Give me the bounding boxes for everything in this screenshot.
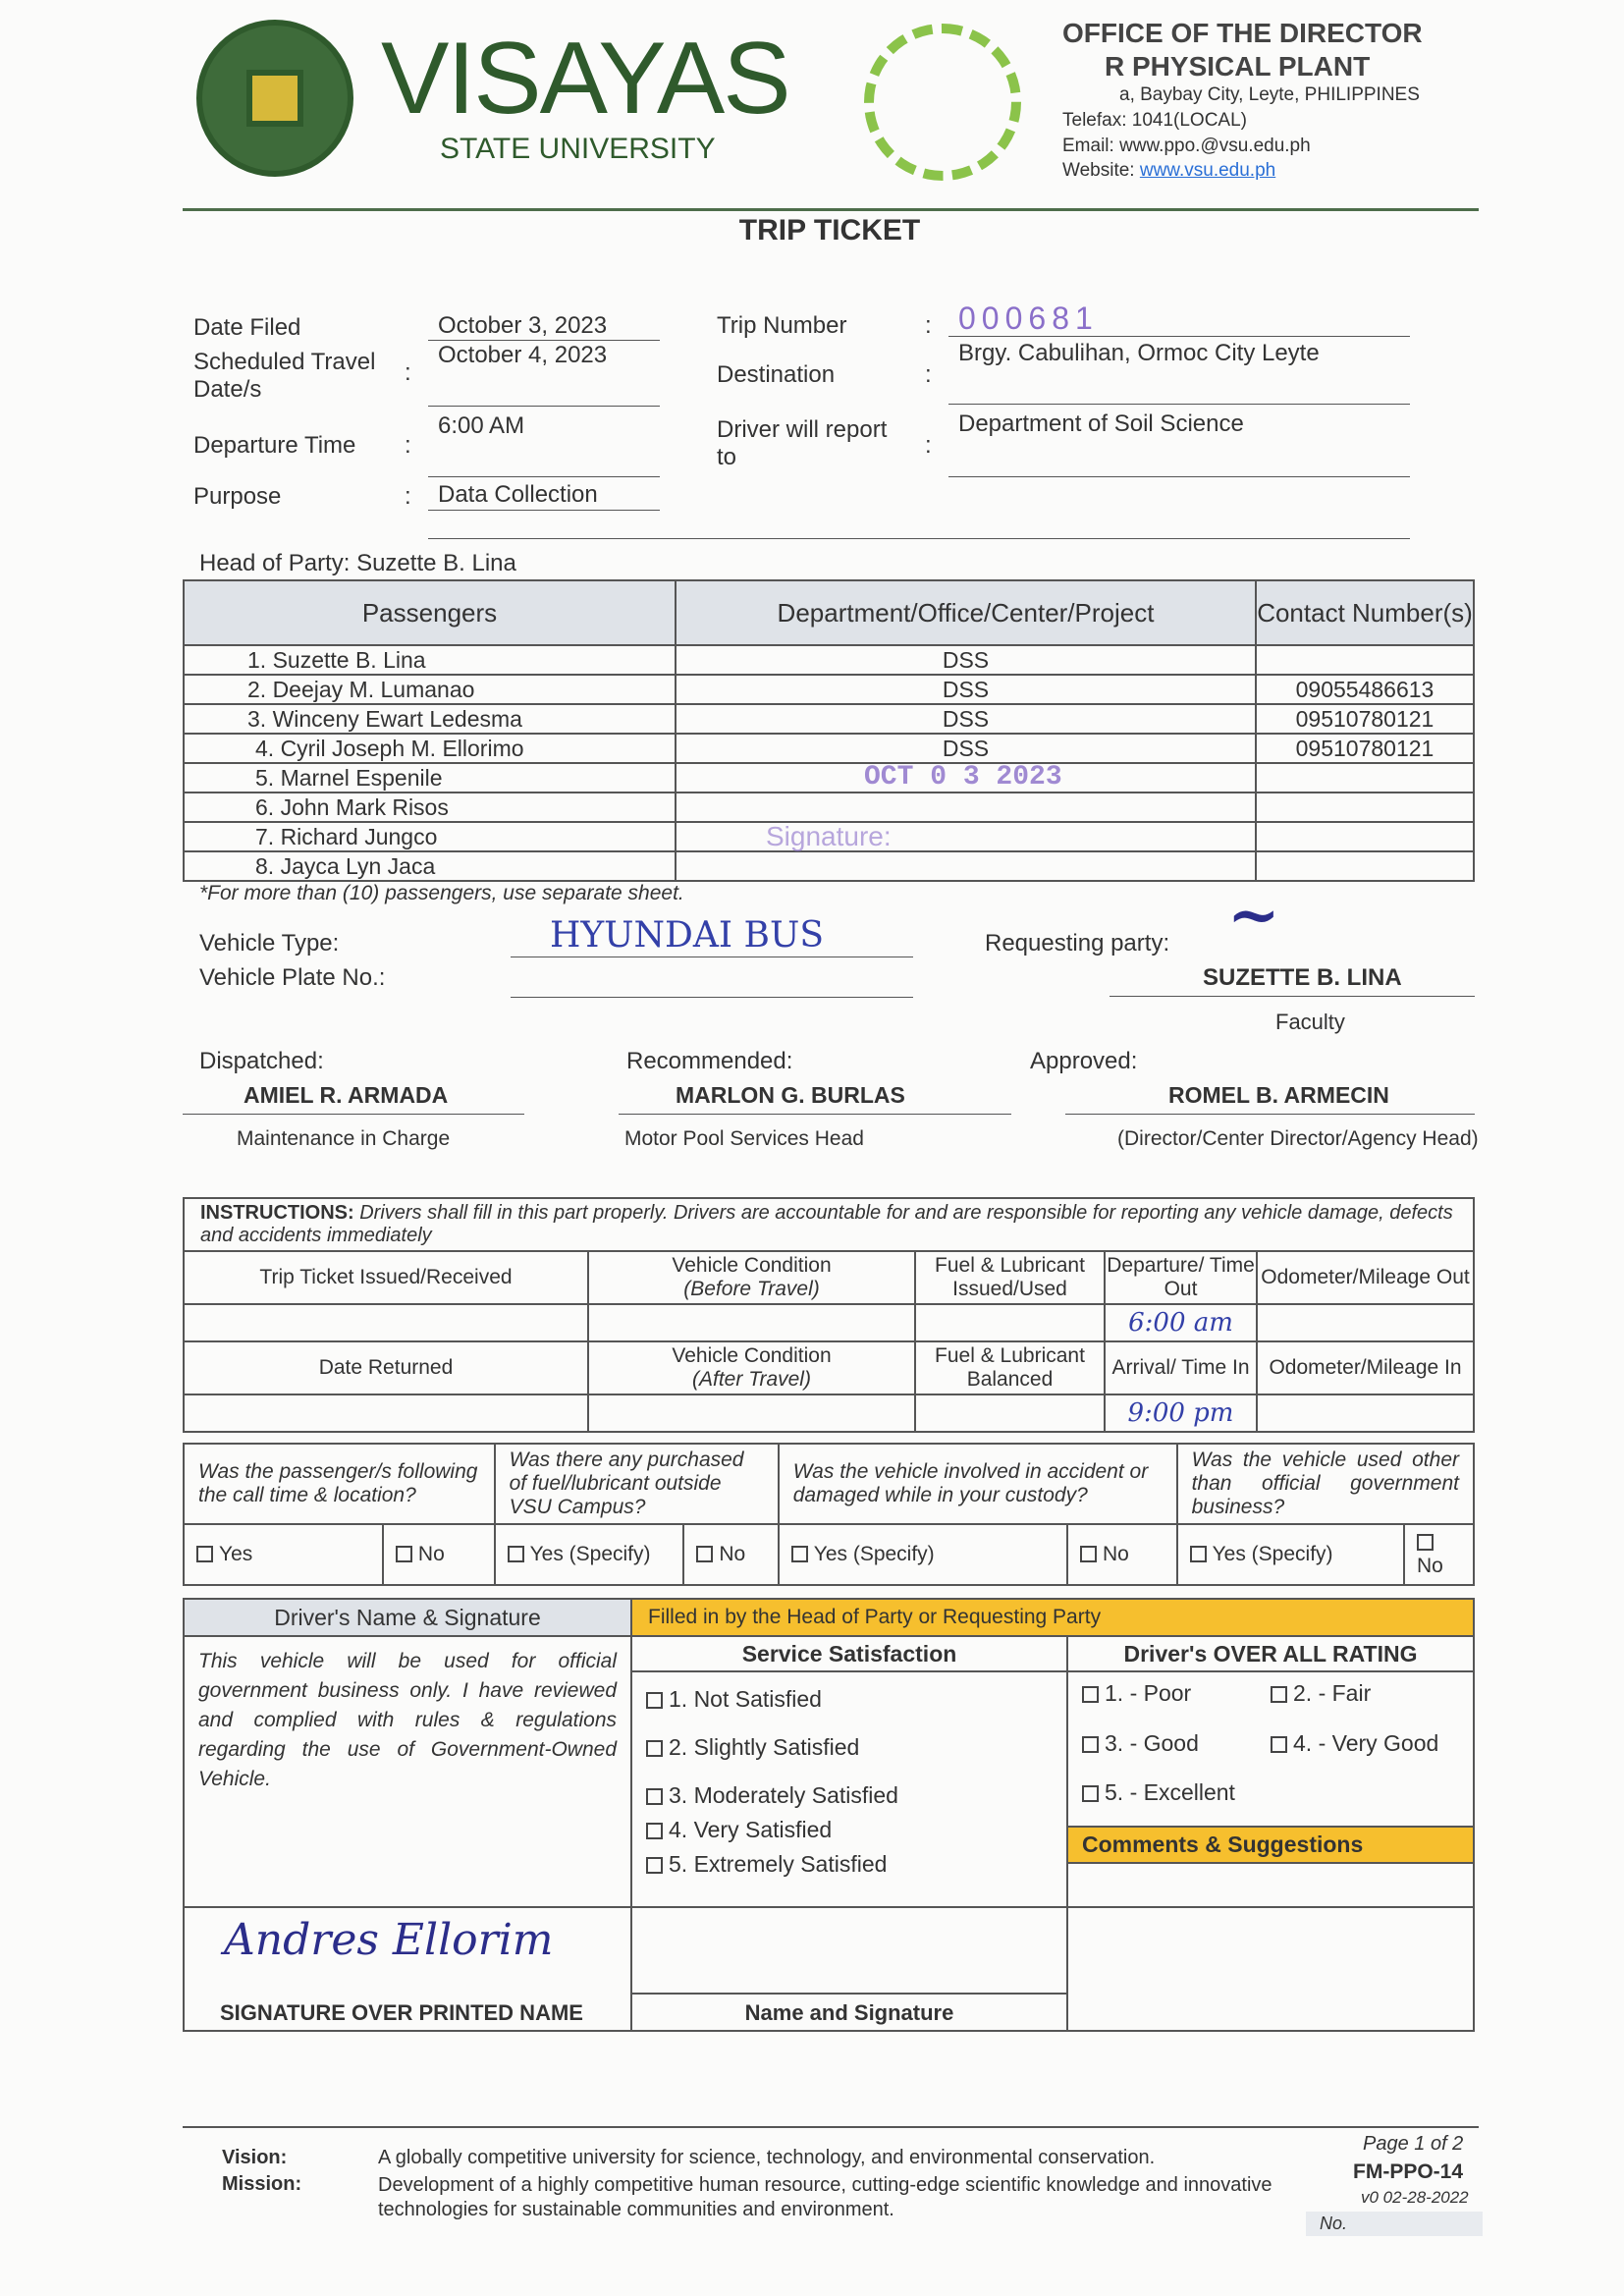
driver-signature: Andres Ellorim [224, 1915, 554, 1965]
overall-header: Driver's OVER ALL RATING [1067, 1636, 1474, 1671]
requesting-line [1110, 996, 1475, 997]
hdr-odometer-out: Odometer/Mileage Out [1257, 1251, 1474, 1304]
option-label: No [719, 1543, 746, 1565]
checkbox[interactable] [508, 1546, 524, 1562]
instructions-text: Drivers shall fill in this part properly. Drivers are accountable for and are responsible for reporting any vehicle damage, defects and accidents immediately [200, 1202, 1453, 1246]
hdr-condition: Vehicle Condition [672, 1344, 832, 1367]
colon: : [405, 483, 411, 510]
hdr-arrival: Arrival/ Time In [1105, 1341, 1257, 1394]
col-department: Department/Office/Center/Project [676, 580, 1256, 645]
office-address: a, Baybay City, Leyte, PHILIPPINES [1119, 84, 1420, 105]
answer-option[interactable] [779, 1524, 1067, 1585]
passenger-department: DSS [676, 704, 1256, 734]
purpose-value: Data Collection [438, 481, 598, 508]
date-filed-label: Date Filed [193, 314, 301, 341]
checkbox[interactable] [646, 1823, 663, 1839]
passenger-name: 3. Winceny Ewart Ledesma [184, 704, 676, 734]
checkbox[interactable] [646, 1788, 663, 1805]
option-label: Yes (Specify) [813, 1543, 935, 1565]
passenger-row [184, 645, 1474, 675]
option-label: Yes (Specify) [1212, 1543, 1333, 1565]
checkbox[interactable] [396, 1546, 412, 1562]
hdr-odometer-in: Odometer/Mileage In [1257, 1341, 1474, 1394]
checkbox[interactable] [1082, 1686, 1099, 1703]
checkbox[interactable] [696, 1546, 713, 1562]
service-option[interactable] [646, 1686, 1053, 1713]
option-label: No [1102, 1543, 1129, 1565]
scheduled-label: Scheduled Travel Date/s [193, 349, 376, 403]
passenger-contact [1256, 645, 1474, 675]
passenger-department: DSS [676, 675, 1256, 704]
option-label: Yes [219, 1543, 253, 1565]
service-label: 2. Slightly Satisfied [669, 1734, 860, 1760]
physical-plant-logo [864, 24, 1021, 181]
fuel-issued-cell[interactable] [915, 1304, 1105, 1341]
requesting-party-signature: ~ [1227, 878, 1280, 952]
checkbox[interactable] [1417, 1534, 1434, 1551]
approved-role: (Director/Center Director/Agency Head) [1117, 1127, 1479, 1150]
office-title-1: OFFICE OF THE DIRECTOR [1062, 18, 1423, 48]
checkbox[interactable] [1082, 1785, 1099, 1802]
service-label: 3. Moderately Satisfied [669, 1782, 898, 1808]
question-other-use: Was the vehicle used other than official government business? [1177, 1444, 1474, 1524]
rating-label: 5. - Excellent [1105, 1779, 1235, 1806]
dispatched-name: AMIEL R. ARMADA [244, 1082, 449, 1108]
purpose-line-2 [428, 538, 1410, 539]
form-version: v0 02-28-2022 [1361, 2188, 1469, 2207]
signature-label: SIGNATURE OVER PRINTED NAME [220, 2000, 583, 2025]
received-stamp-signature: Signature: [766, 821, 892, 851]
passenger-row [184, 851, 1474, 881]
colon: : [925, 432, 932, 459]
checkbox[interactable] [646, 1740, 663, 1757]
vehicle-plate-label: Vehicle Plate No.: [199, 964, 386, 991]
dispatched-line [183, 1114, 524, 1115]
rating-label: 3. - Good [1105, 1729, 1199, 1756]
requesting-party-label: Requesting party: [985, 930, 1170, 957]
website-link[interactable]: www.vsu.edu.ph [1139, 160, 1276, 181]
approved-line [1065, 1114, 1475, 1115]
hdr-departure: Departure/ Time Out [1105, 1251, 1257, 1304]
rating-excellent[interactable] [1082, 1779, 1271, 1818]
colon: : [405, 359, 411, 386]
checkbox[interactable] [646, 1857, 663, 1874]
checkbox[interactable] [1190, 1546, 1207, 1562]
received-stamp-date: OCT 0 3 2023 [864, 762, 1062, 793]
vsu-seal-logo [196, 20, 353, 177]
dispatched-label: Dispatched: [199, 1048, 324, 1074]
recommended-line [619, 1114, 1011, 1115]
name-signature-label: Name and Signature [632, 1993, 1066, 2026]
requesting-party-role: Faculty [1275, 1010, 1345, 1034]
vehicle-type-value: HYUNDAI BUS [550, 915, 824, 956]
rating-good[interactable] [1082, 1730, 1271, 1769]
recommended-role: Motor Pool Services Head [624, 1127, 864, 1150]
office-email: Email: www.ppo.@vsu.edu.ph [1062, 136, 1311, 156]
answer-option[interactable] [184, 1524, 383, 1585]
service-label: 4. Very Satisfied [669, 1817, 833, 1842]
rating-label: 2. - Fair [1293, 1680, 1372, 1706]
page-title: TRIP TICKET [738, 214, 921, 246]
answer-option[interactable] [1067, 1524, 1177, 1585]
answer-option[interactable] [683, 1524, 778, 1585]
instructions-label: INSTRUCTIONS: [200, 1202, 354, 1224]
rating-poor[interactable] [1082, 1680, 1271, 1719]
rating-label: 4. - Very Good [1293, 1729, 1439, 1756]
passenger-department [676, 822, 1256, 851]
answer-option[interactable] [495, 1524, 684, 1585]
passenger-name: 8. Jayca Lyn Jaca [184, 851, 676, 881]
passenger-row [184, 763, 1474, 793]
passenger-department: DSS [676, 645, 1256, 675]
odometer-out-cell[interactable] [1257, 1304, 1474, 1341]
hdr-date-returned: Date Returned [184, 1341, 588, 1394]
recommended-label: Recommended: [626, 1048, 793, 1074]
purpose-line [428, 510, 660, 511]
passenger-contact: 09510780121 [1256, 734, 1474, 763]
answer-option[interactable] [1177, 1524, 1404, 1585]
scheduled-value: October 4, 2023 [428, 342, 660, 407]
destination-label: Destination [717, 361, 836, 388]
header-divider [183, 208, 1479, 211]
office-telefax: Telefax: 1041(LOCAL) [1062, 110, 1247, 131]
form-no: No. [1306, 2212, 1483, 2236]
passenger-note: *For more than (10) passengers, use separate sheet. [199, 882, 684, 904]
filled-by-banner: Filled in by the Head of Party or Requesting Party [631, 1599, 1474, 1636]
col-passengers: Passengers [184, 580, 676, 645]
option-label: No [417, 1543, 445, 1565]
checkbox[interactable] [1271, 1736, 1287, 1753]
rating-table [183, 1598, 1475, 2032]
hdr-fuel-issued: Fuel & Lubricant Issued/Used [915, 1251, 1105, 1304]
checkbox[interactable] [1080, 1546, 1097, 1562]
page-number: Page 1 of 2 [1363, 2133, 1464, 2155]
date-returned-cell[interactable] [184, 1394, 588, 1432]
passenger-name: 1. Suzette B. Lina [184, 645, 676, 675]
departure-value: 6:00 AM [428, 412, 660, 477]
departure-label: Departure Time [193, 432, 356, 459]
comments-area[interactable] [1067, 1907, 1474, 2031]
passenger-contact: 09510780121 [1256, 704, 1474, 734]
passenger-department [676, 851, 1256, 881]
answer-option[interactable] [1404, 1524, 1474, 1585]
requesting-party-name: SUZETTE B. LINA [1203, 964, 1402, 991]
hdr-trip-ticket: Trip Ticket Issued/Received [184, 1251, 588, 1304]
instructions-table [183, 1197, 1475, 1433]
service-option[interactable] [646, 1782, 1053, 1809]
rating-very-good[interactable] [1271, 1730, 1459, 1769]
passenger-name: 2. Deejay M. Lumanao [184, 675, 676, 704]
passenger-contact [1256, 822, 1474, 851]
passenger-contact [1256, 793, 1474, 822]
checkbox[interactable] [1082, 1736, 1099, 1753]
option-label: No [1416, 1555, 1443, 1577]
comments-header: Comments & Suggestions [1068, 1826, 1473, 1864]
passenger-name: 5. Marnel Espenile [184, 763, 676, 793]
report-to-value: Department of Soil Science [948, 410, 1410, 477]
service-label: 5. Extremely Satisfied [669, 1851, 888, 1877]
colon: : [405, 432, 411, 459]
service-header: Service Satisfaction [631, 1636, 1067, 1671]
dispatched-role: Maintenance in Charge [237, 1127, 451, 1150]
service-option[interactable] [646, 1851, 1053, 1878]
trip-ticket-cell[interactable] [184, 1304, 588, 1341]
colon: : [925, 361, 932, 388]
hdr-after: (After Travel) [692, 1368, 811, 1391]
passenger-contact [1256, 763, 1474, 793]
questions-table [183, 1443, 1475, 1586]
question-fuel-purchase: Was there any purchased of fuel/lubricant outside VSU Campus? [495, 1444, 779, 1524]
hdr-fuel-balanced: Fuel & Lubricant Balanced [915, 1341, 1105, 1394]
driver-certification-text: This vehicle will be used for official government business only. I have reviewed and complied with rules & regulations regarding the use of Government-Owned Vehicle. [184, 1636, 631, 1907]
colon: : [925, 312, 932, 339]
approved-label: Approved: [1030, 1048, 1138, 1074]
vision-text: A globally competitive university for science, technology, and environmental conservation. [378, 2147, 1156, 2168]
report-to-label: Driver will report to [717, 416, 888, 470]
odometer-in-cell[interactable] [1257, 1394, 1474, 1432]
time-in-value[interactable]: 9:00 pm [1105, 1394, 1257, 1432]
purpose-label: Purpose [193, 483, 282, 510]
rating-label: 1. - Poor [1105, 1680, 1192, 1706]
driver-header: Driver's Name & Signature [184, 1599, 631, 1636]
trip-number-value: 000681 [948, 301, 1410, 337]
approved-name: ROMEL B. ARMECIN [1168, 1082, 1389, 1108]
hdr-before: (Before Travel) [683, 1278, 820, 1300]
university-wordmark: VISAYAS [381, 22, 789, 136]
col-contact: Contact Number(s) [1256, 580, 1474, 645]
vision-label: Vision: [222, 2147, 288, 2168]
checkbox[interactable] [196, 1546, 213, 1562]
condition-before-cell[interactable] [588, 1304, 915, 1341]
mission-text: Development of a highly competitive human resource, cutting-edge scientific knowledge and innovative technologies for sustainable communities and environment. [378, 2174, 1272, 2220]
service-option[interactable] [646, 1817, 1053, 1843]
checkbox[interactable] [1271, 1686, 1287, 1703]
form-code: FM-PPO-14 [1353, 2160, 1464, 2183]
fuel-balanced-cell[interactable] [915, 1394, 1105, 1432]
answer-option[interactable] [383, 1524, 495, 1585]
office-title-2: R PHYSICAL PLANT [1105, 51, 1371, 82]
condition-after-cell[interactable] [588, 1394, 915, 1432]
checkbox[interactable] [791, 1546, 808, 1562]
question-accident: Was the vehicle involved in accident or damaged while in your custody? [779, 1444, 1177, 1524]
passenger-row [184, 734, 1474, 763]
rating-fair[interactable] [1271, 1680, 1459, 1719]
recommended-name: MARLON G. BURLAS [676, 1082, 905, 1108]
passenger-contact [1256, 851, 1474, 881]
passenger-row [184, 704, 1474, 734]
time-out-value[interactable]: 6:00 am [1105, 1304, 1257, 1341]
hdr-condition: Vehicle Condition [672, 1254, 832, 1277]
destination-value: Brgy. Cabulihan, Ormoc City Leyte [948, 340, 1410, 405]
head-of-party: Head of Party: Suzette B. Lina [199, 550, 516, 576]
passenger-row [184, 675, 1474, 704]
office-website: Website: www.vsu.edu.ph [1062, 160, 1276, 181]
passenger-name: 6. John Mark Risos [184, 793, 676, 822]
checkbox[interactable] [646, 1692, 663, 1709]
passenger-department: DSS [676, 734, 1256, 763]
service-label: 1. Not Satisfied [669, 1686, 822, 1712]
service-option[interactable] [646, 1734, 1053, 1761]
passenger-contact: 09055486613 [1256, 675, 1474, 704]
question-call-time: Was the passenger/s following the call time & location? [184, 1444, 495, 1524]
vehicle-plate-line [511, 997, 913, 998]
mission-label: Mission: [222, 2173, 302, 2195]
passenger-department [676, 793, 1256, 822]
passenger-name: 4. Cyril Joseph M. Ellorimo [184, 734, 676, 763]
passenger-row [184, 793, 1474, 822]
vehicle-type-label: Vehicle Type: [199, 930, 340, 957]
university-subtitle: STATE UNIVERSITY [440, 133, 716, 165]
trip-number-label: Trip Number [717, 312, 847, 339]
date-filed-value: October 3, 2023 [428, 312, 660, 341]
footer-divider [183, 2126, 1479, 2128]
option-label: Yes (Specify) [529, 1543, 651, 1565]
passenger-name: 7. Richard Jungco [184, 822, 676, 851]
